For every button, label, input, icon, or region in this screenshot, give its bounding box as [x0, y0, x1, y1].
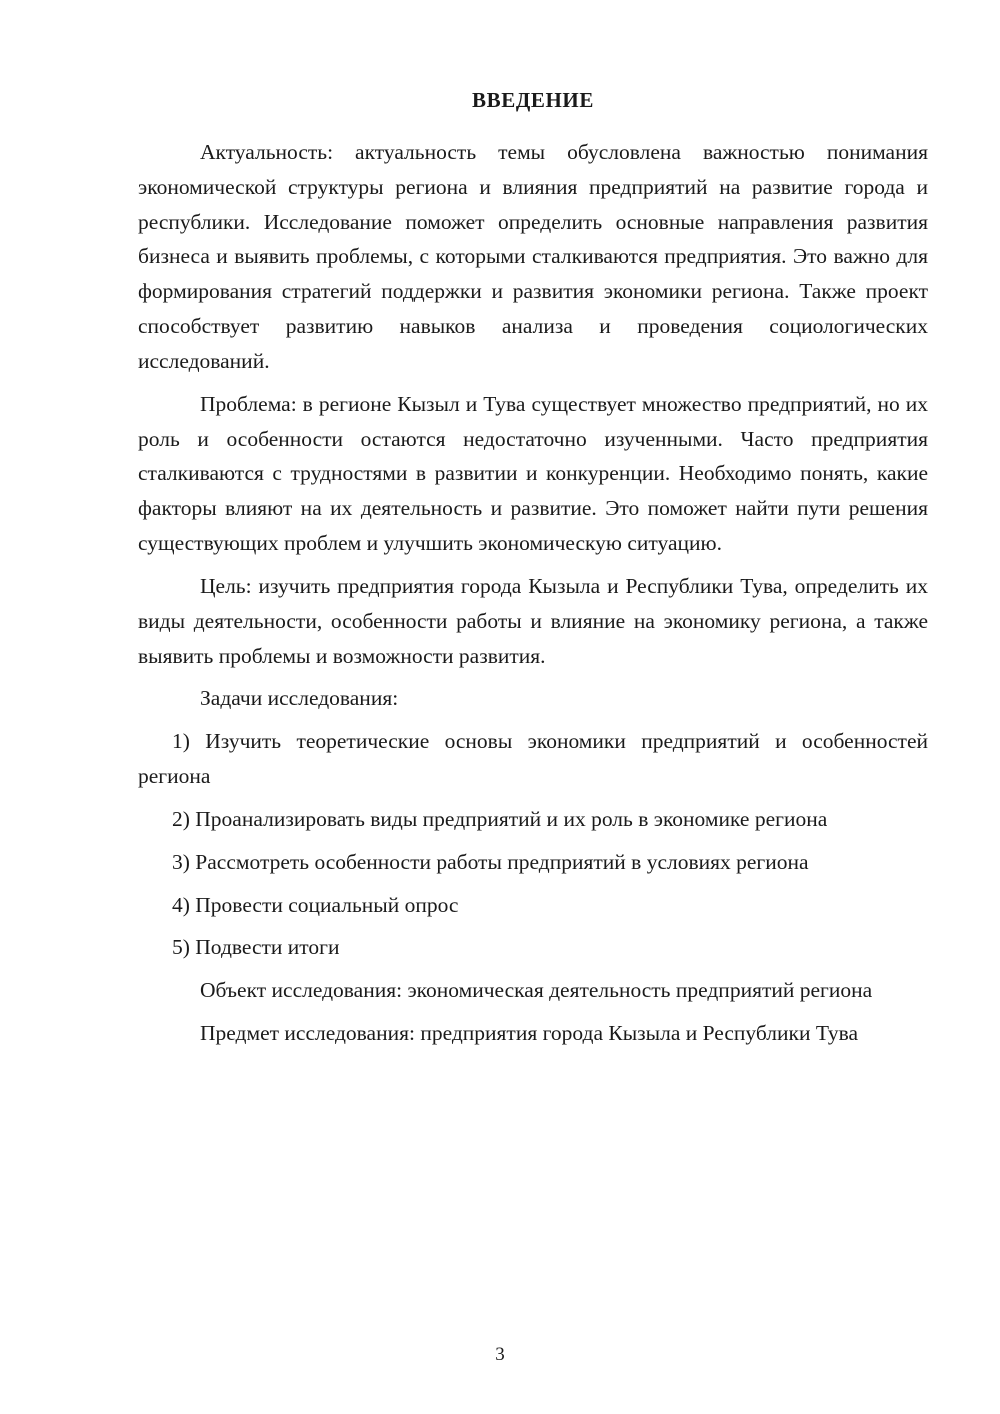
- list-item: 2) Проанализировать виды предприятий и их роль в экономике региона: [172, 806, 828, 831]
- tasks-heading: Задачи исследования:: [200, 686, 399, 711]
- page-number: 3: [495, 1344, 505, 1365]
- list-item: 4) Провести социальный опрос: [172, 892, 459, 917]
- list-item: 5) Подвести итоги: [172, 935, 340, 960]
- paragraph-relevance: Актуальность: актуальность темы обусловлена важностью понимания экономической структуры региона и влияния предприятий на развитие города и республики. Исследование поможет определить основные направления развития бизнеса и выявить проблемы, с которыми сталкиваются предприятия. Это важно для формирования стратегий поддержки и развития экономики региона. Также проект способствует развитию навыков анализа и проведения социологических исследований.: [138, 140, 928, 373]
- paragraph-object: Объект исследования: экономическая деятельность предприятий региона: [200, 978, 873, 1003]
- paragraph-goal: Цель: изучить предприятия города Кызыла и Республики Тува, определить их виды деятельности, особенности работы и влияние на экономику региона, а также выявить проблемы и возможности развития.: [138, 573, 928, 668]
- list-item: 3) Рассмотреть особенности работы предприятий в условиях региона: [172, 849, 809, 874]
- page-title: ВВЕДЕНИЕ: [472, 88, 594, 112]
- list-item: 1) Изучить теоретические основы экономики предприятий и особенностей региона: [138, 729, 928, 789]
- paragraph-problem: Проблема: в регионе Кызыл и Тува существует множество предприятий, но их роль и особенности остаются недостаточно изученными. Часто предприятия сталкиваются с трудностями в развитии и конкуренции. Необходимо понять, какие факторы влияют на их деятельность и развитие. Это поможет найти пути решения существующих проблем и улучшить экономическую ситуацию.: [138, 391, 928, 556]
- paragraph-subject: Предмет исследования: предприятия города Кызыла и Республики Тува: [200, 1021, 859, 1046]
